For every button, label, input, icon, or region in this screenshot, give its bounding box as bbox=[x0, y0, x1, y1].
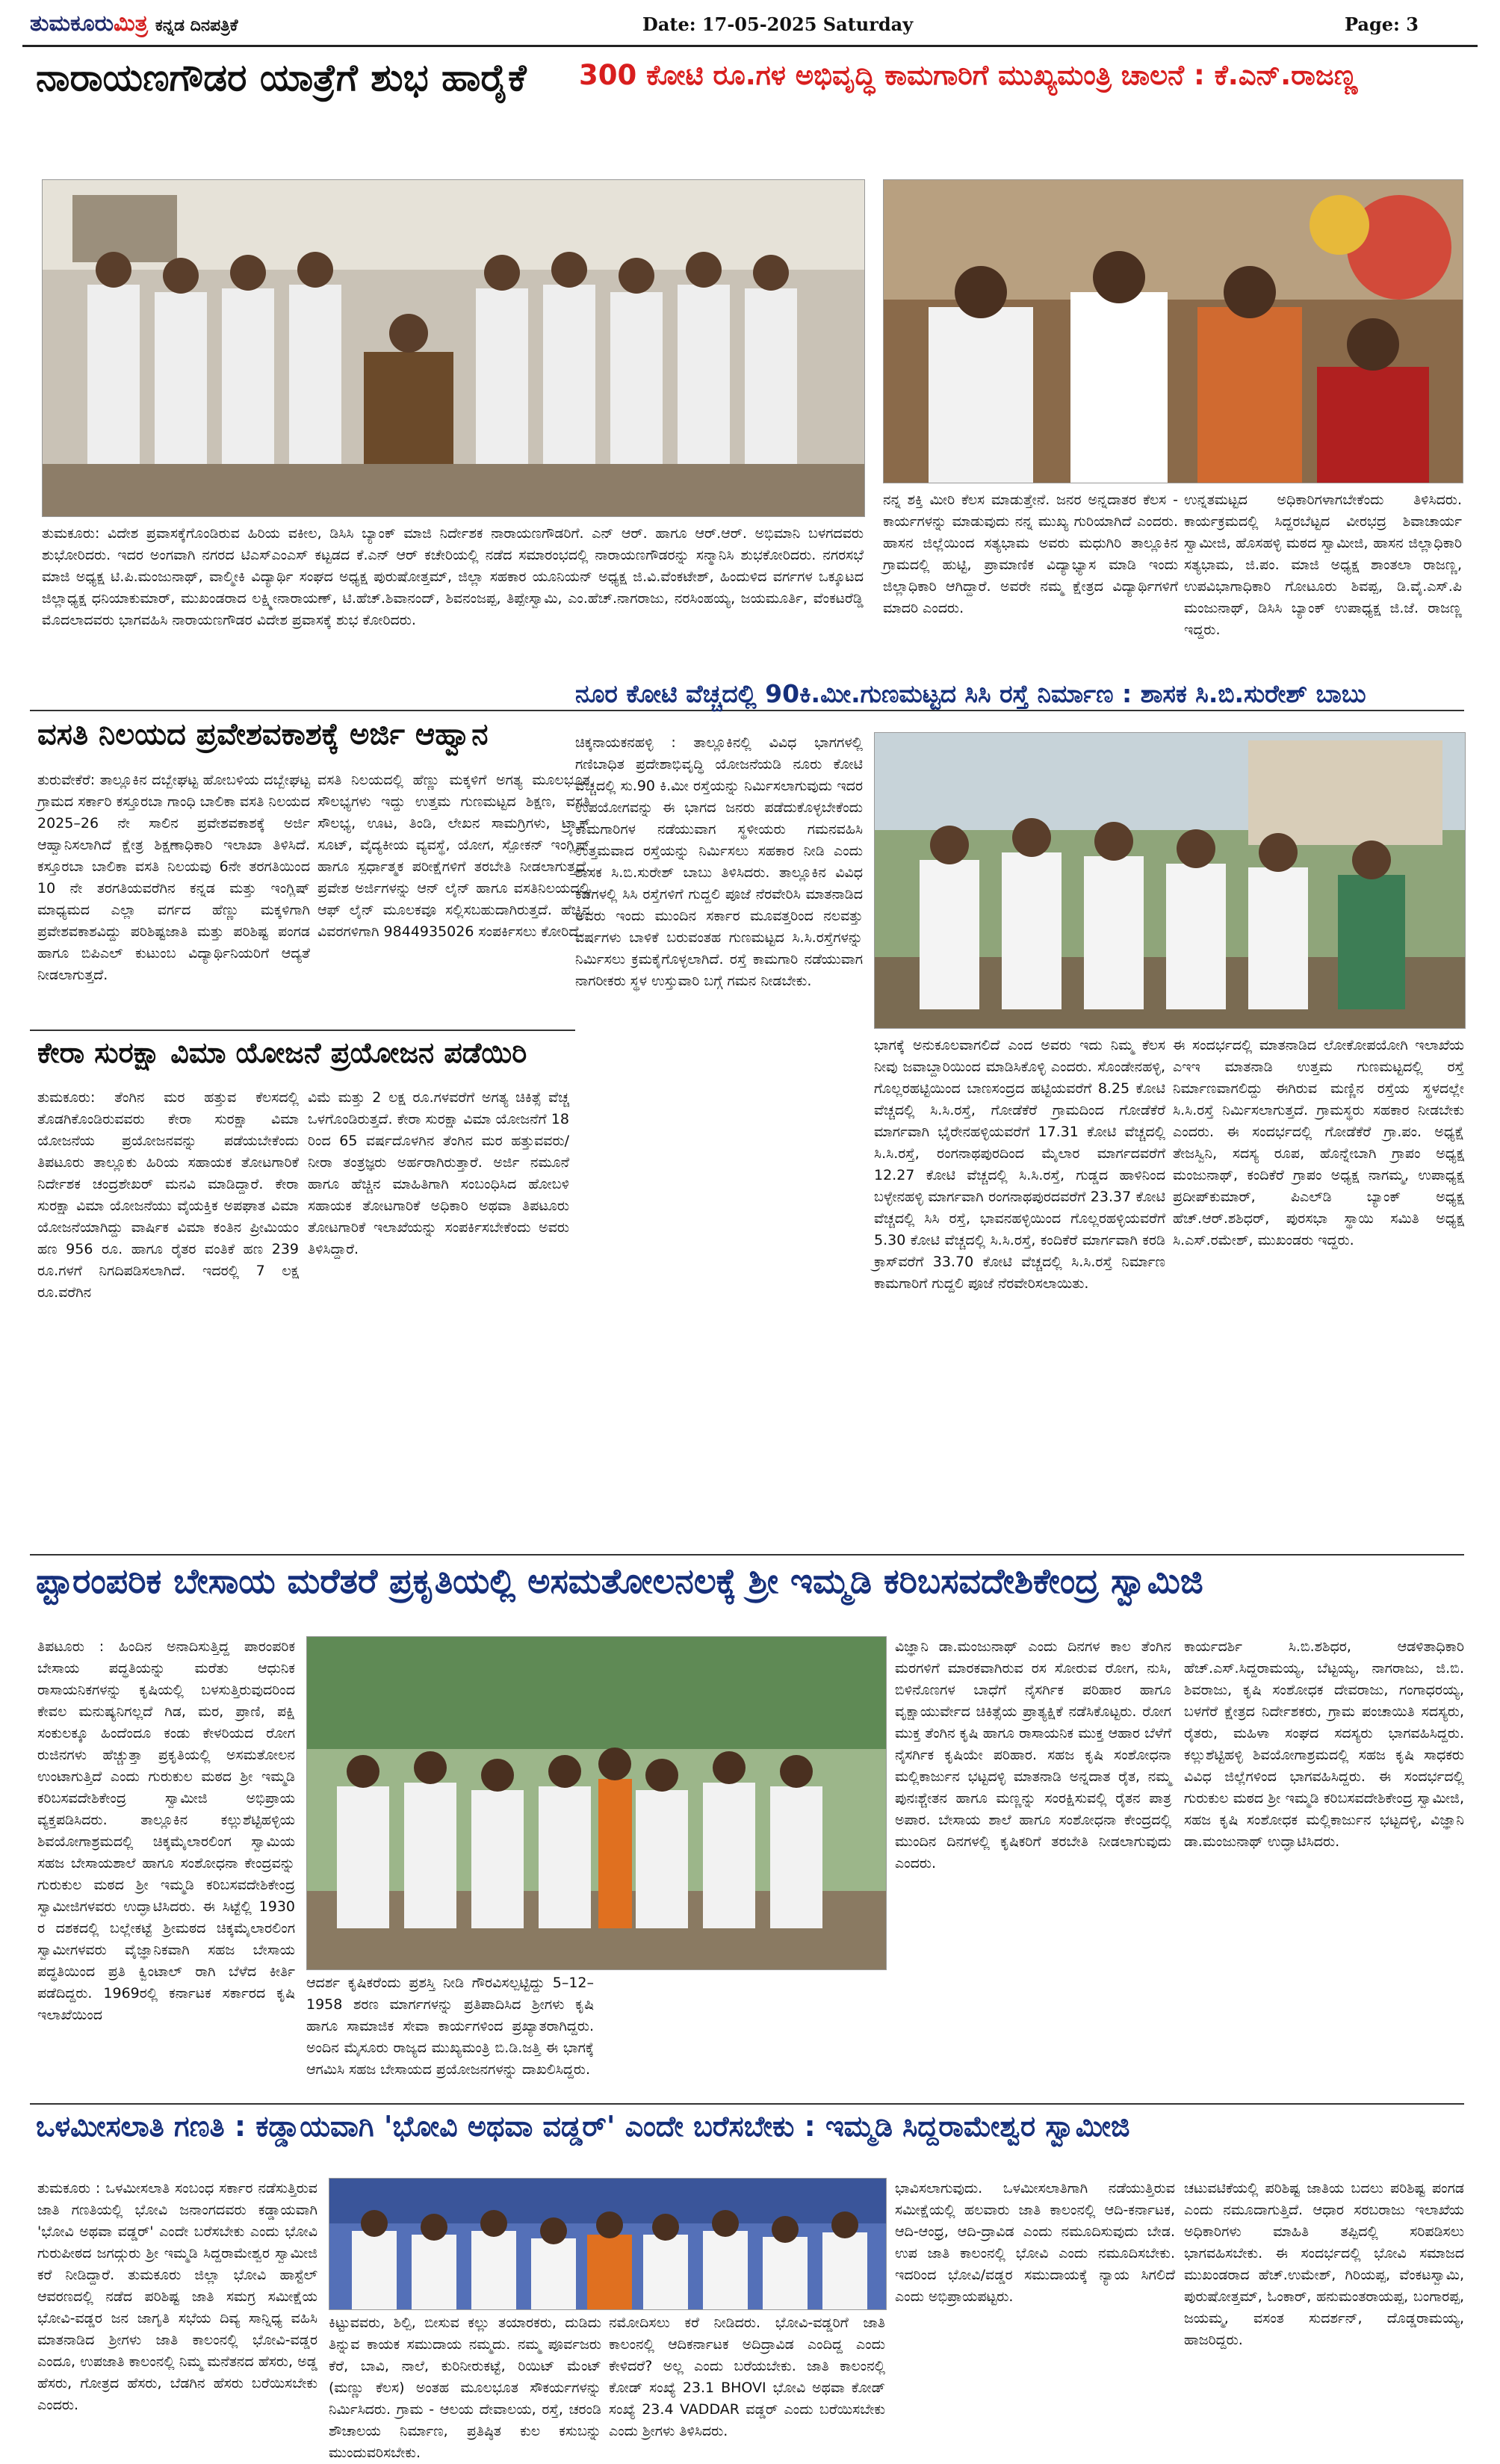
article-farming-under-photo: ಆದರ್ಶ ಕೃಷಿಕರೆಂದು ಪ್ರಶಸ್ತಿ ನೀಡಿ ಗೌರವಿಸಲ್ಪಟ್ಟಿದ್ದು 5–12–1958 ಶರಣ ಮಾರ್ಗಗಳನ್ನು ಪ್ರತಿಪಾದಿಸಿದ ಶ್ರೀಗಳು ಕೃಷಿ ಹಾಗೂ ಸಾಮಾಜಿಕ ಸೇವಾ ಕಾರ್ಯಗಳಿಂದ ಪ್ರಖ್ಯಾತರಾಗಿದ್ದರು. ಅಂದಿನ ಮೈಸೂರು ರಾಜ್ಯದ ಮುಖ್ಯಮಂತ್ರಿ ಬಿ.ಡಿ.ಜತ್ತಿ ಈ ಭಾಗಕ್ಕೆ ಆಗಮಿಸಿ ಸಹಜ ಬೇಸಾಯದ ಪ್ರಯೋಜನಗಳನ್ನು ದಾಖಲಿಸಿದ್ದರು. bbox=[306, 1975, 594, 2078]
article-kera-col1: ತುಮಕೂರು: ತೆಂಗಿನ ಮರ ಹತ್ತುವ ಕೆಲಸದಲ್ಲಿ ತೊಡಗಿಕೊಂಡಿರುವವರು ಕೇರಾ ಸುರಕ್ಷಾ ವಿಮಾ ಯೋಜನೆಯ ಪ್ರಯೋಜನವನ್ನು ಪಡೆಯಬೇಕೆಂದು ತಿಪಟೂರು ತಾಲ್ಲೂಕು ಹಿರಿಯ ಸಹಾಯಕ ತೋಟಗಾರಿಕೆ ನಿರ್ದೇಶಕ ಚಂದ್ರಶೇಖರ್ ಮನವಿ ಮಾಡಿದ್ದಾರೆ. ಕೇರಾ ಸುರಕ್ಷಾ ವಿಮಾ ಯೋಜನೆಯು ವೈಯಕ್ತಿಕ ಅಪಘಾತ ವಿಮಾ ಯೋಜನೆಯಾಗಿದ್ದು ವಾರ್ಷಿಕ ವಿಮಾ ಕಂತಿನ ಪ್ರೀಮಿಯಂ ಹಣ 956 ರೂ. ಹಾಗೂ ರೈತರ ವಂತಿಕೆ ಹಣ 239 ರೂ.ಗಳಗೆ ನಿಗದಿಪಡಿಸಲಾಗಿದೆ. ಇದರಲ್ಲಿ 7 ಲಕ್ಷ ರೂ.ವರೆಗಿನ bbox=[37, 1089, 299, 1301]
article-cc-road-col3: ಈ ಸಂದರ್ಭದಲ್ಲಿ ಮಾತನಾಡಿದ ಲೋಕೋಪಯೋಗಿ ಇಲಾಖೆಯ ಎಇಇ ಮಾತನಾಡಿ ಉತ್ತಮ ಗುಣಮಟ್ಟದಲ್ಲಿ ರಸ್ತೆ ನಿರ್ಮಾಣವಾಗಲಿದ್ದು ಈಗಿರುವ ಮಣ್ಣಿನ ರಸ್ತೆಯ ಸ್ಥಳದಲ್ಲೇ ಸಿ.ಸಿ.ರಸ್ತೆ ನಿರ್ಮಿಸಲಾಗುತ್ತದೆ. ಗ್ರಾಮಸ್ಥರು ಸಹಕಾರ ನೀಡಬೇಕು ಎಂದರು. ಈ ಸಂದರ್ಭದಲ್ಲಿ ಗೋಡೆಕೆರೆ ಗ್ರಾ.ಪಂ. ಅಧ್ಯಕ್ಷೆ ತೇಜಸ್ವಿನಿ, ಸದಸ್ಯ ರೂಪ, ಹೊನ್ನೇಬಾಗಿ ಗ್ರಾಪಂ ಅಧ್ಯಕ್ಷ ಮಂಜುನಾಥ್, ಕಂದಿಕೆರೆ ಗ್ರಾಪಂ ಅಧ್ಯಕ್ಷ ನಾಗಮ್ಮ, ಉಪಾಧ್ಯಕ್ಷ ಪ್ರದೀಪ್‌ಕುಮಾರ್, ಪಿಎಲ್‌ಡಿ ಬ್ಯಾಂಕ್ ಅಧ್ಯಕ್ಷ ಹೆಚ್.ಆರ್.ಶಶಿಧರ್, ಪುರಸಭಾ ಸ್ಥಾಯಿ ಸಮಿತಿ ಅಧ್ಯಕ್ಷ ಸಿ.ಎಸ್.ರಮೇಶ್, ಮುಖಂಡರು ಇದ್ದರು. bbox=[1173, 1037, 1464, 1248]
masthead-logo-b: ಮಿತ್ರ bbox=[114, 10, 148, 37]
headline-narayanagowda: ನಾರಾಯಣಗೌಡರ ಯಾತ್ರೆಗೆ ಶುಭ ಹಾರೈಕೆ bbox=[36, 56, 527, 99]
masthead-logo-a: ತುಮಕೂರು bbox=[30, 10, 114, 37]
article-farming-col3: ಕಾರ್ಯದರ್ಶಿ ಸಿ.ಬಿ.ಶಶಿಧರ, ಆಡಳಿತಾಧಿಕಾರಿ ಹೆಚ್.ಎಸ್.ಸಿದ್ದರಾಮಯ್ಯ, ಬೆಟ್ಟಯ್ಯ, ನಾಗರಾಜು, ಜಿ.ಬಿ. ಶಿವರಾಜು, ಕೃಷಿ ಸಂಶೋಧಕ ದೇವರಾಜು, ಗಂಗಾಧರಯ್ಯ, ಬಳಗೆರೆ ಕ್ಷೇತ್ರದ ನಿರ್ದೇಶಕರು, ಗ್ರಾಮ ಪಂಚಾಯಿತಿ ಸದಸ್ಯರು, ರೈತರು, ಮಹಿಳಾ ಸಂಘದ ಸದಸ್ಯರು ಭಾಗವಹಿಸಿದ್ದರು. ಕಲ್ಲುಶೆಟ್ಟಿಹಳ್ಳಿ ಶಿವಯೋಗಾಶ್ರಮದಲ್ಲಿ ಸಹಜ ಕೃಷಿ ಸಾಧಕರು ವಿವಿಧ ಜಿಲ್ಲೆಗಳಿಂದ ಭಾಗವಹಿಸಿದ್ದರು. ಈ ಸಂದರ್ಭದಲ್ಲಿ ಗುರುಕುಲ ಮಠದ ಶ್ರೀ ಇಮ್ಮಡಿ ಕರಿಬಸವದೇಶಿಕೇಂದ್ರ ಸ್ವಾಮೀಜಿ, ಸಹಜ ಕೃಷಿ ಸಂಶೋಧಕ ಮಲ್ಲಿಕಾರ್ಜುನ ಭಟ್ಟದಳ್ಳಿ, ವಿಜ್ಞಾನಿ ಡಾ.ಮಂಜುನಾಥ್ ಉದ್ಘಾಟಿಸಿದರು. bbox=[1184, 1638, 1464, 1850]
section-divider-2 bbox=[30, 1030, 575, 1031]
article-narayanagowda-text: ತುಮಕೂರು: ವಿದೇಶ ಪ್ರವಾಸಕ್ಕೆಗೊಂಡಿರುವ ಹಿರಿಯ ವಕೀಲ, ಡಿಸಿಸಿ ಬ್ಯಾಂಕ್ ಮಾಜಿ ನಿರ್ದೇಶಕ ನಾರಾಯಣಗೌಡರಿಗೆ. ಎನ್ ಆರ್. ಹಾಗೂ ಆರ್.ಆರ್. ಅಭಿಮಾನಿ ಬಳಗದವರು ಶುಭೋರಿದರು. ಇದರ ಅಂಗವಾಗಿ ನಗರದ ಟಿಎಸ್ಎಂಎಸ್ ಕಟ್ಟಡದ ಕೆ.ಎನ್ ಆರ್ ಕಚೇರಿಯಲ್ಲಿ ನಡೆದ ಸಮಾರಂಭದಲ್ಲಿ ನಾರಾಯಣಗೌಡರನ್ನು ಸನ್ಮಾನಿಸಿ ಶುಭಕೋರಿದರು. ನಗರಸಭೆ ಮಾಜಿ ಅಧ್ಯಕ್ಷ ಟಿ.ಪಿ.ಮಂಜುನಾಥ್, ವಾಲ್ಮೀಕಿ ವಿದ್ಯಾರ್ಥಿ ಸಂಘದ ಅಧ್ಯಕ್ಷ ಪುರುಷೋತ್ತಮ್, ಜಿಲ್ಲಾ ಸಹಕಾರ ಯೂನಿಯನ್ ಅಧ್ಯಕ್ಷ ಜಿ.ವಿ.ವೆಂಕಟೇಶ್, ಹಿಂದುಳಿದ ವರ್ಗಗಳ ಒಕ್ಕೂಟದ ಜಿಲ್ಲಾಧ್ಯಕ್ಷ ಧನಿಯಾಕುಮಾರ್, ಮುಖಂಡರಾದ ಲಕ್ಷ್ಮೀನಾರಾಯಣ್, ಟಿ.ಹೆಚ್.ಶಿವಾನಂದ್, ಶಿವನಂಜಪ್ಪ, ತಿಪ್ಪೇಸ್ವಾಮಿ, ಎಂ.ಹೆಚ್.ನಾಗರಾಜು, ನರಸಿಂಹಯ್ಯ, ಜಯಮೂರ್ತಿ, ವೆಂಕಟರೆಡ್ಡಿ ಮೊದಲಾದವರು ಭಾಗವಹಿಸಿ ನಾರಾಯಣಗೌಡರ ವಿದೇಶ ಪ್ರವಾಸಕ್ಕೆ ಶುಭ ಕೋರಿದರು. bbox=[42, 525, 864, 628]
article-bhovi-col5: ಚಟುವಟಿಕೆಯಲ್ಲಿ ಪರಿಶಿಷ್ಟ ಜಾತಿಯ ಬದಲು ಪರಿಶಿಷ್ಟ ಪಂಗಡ ಎಂದು ನಮೂದಾಗುತ್ತಿದೆ. ಆಧಾರ ಸರಬರಾಜು ಇಲಾಖೆಯ ಅಧಿಕಾರಿಗಳು ಮಾಹಿತಿ ತಪ್ಪಿದಲ್ಲಿ ಸರಿಪಡಿಸಲು ಭಾಗವಹಿಸಬೇಕು. ಈ ಸಂದರ್ಭದಲ್ಲಿ ಭೋವಿ ಸಮಾಜದ ಮುಖಂಡರಾದ ಹೆಚ್.ಉಮೇಶ್, ಗಿರಿಯಪ್ಪ, ವೆಂಕಟಸ್ವಾಮಿ, ಪುರುಷೋತ್ತಮ್, ಓಂಕಾರ್, ಹನುಮಂತರಾಯಪ್ಪ, ಬಂಗಾರಪ್ಪ, ಜಯಮ್ಮ, ವಸಂತ ಸುದರ್ಶನ್, ದೊಡ್ಡರಾಮಯ್ಯ, ಹಾಜರಿದ್ದರು. bbox=[1184, 2180, 1464, 2348]
article-bhovi-photo bbox=[329, 2178, 887, 2310]
article-hostel-col2: ವಸತಿ ನಿಲಯದಲ್ಲಿ ಹೆಣ್ಣು ಮಕ್ಕಳಿಗೆ ಅಗತ್ಯ ಮೂಲಭೂತ ಸೌಲಭ್ಯಗಳು ಇದ್ದು ಉತ್ತಮ ಗುಣಮಟ್ಟದ ಶಿಕ್ಷಣ, ವಸತಿ ಸೌಲಭ್ಯ, ಊಟ, ತಿಂಡಿ, ಲೇಖನ ಸಾಮಗ್ರಿಗಳು, ಟ್ರ್ಯಾಕ್ ಸೂಟ್, ವೈದ್ಯಕೀಯ ವ್ಯವಸ್ಥೆ, ಯೋಗ, ಸ್ಪೋಕನ್ ಇಂಗ್ಲಿಷ್ ಹಾಗೂ ಸ್ಪರ್ಧಾತ್ಮಕ ಪರೀಕ್ಷೆಗಳಿಗೆ ತರಬೇತಿ ನೀಡಲಾಗುತ್ತದೆ. ಪ್ರವೇಶ ಅರ್ಜಿಗಳನ್ನು ಆನ್ ಲೈನ್ ಹಾಗೂ ವಸತಿನಿಲಯದಲ್ಲಿ ಆಫ್ ಲೈನ್ ಮೂಲಕವೂ ಸಲ್ಲಿಸಬಹುದಾಗಿರುತ್ತದೆ. ಹೆಚ್ಚಿನ ವಿವರಗಳಿಗಾಗಿ 9844935026 ಸಂಪರ್ಕಿಸಲು ಕೋರಿದೆ. bbox=[317, 772, 590, 940]
article-bhovi-col3: ನಮೋದಿಸಲು ಕರೆ ನೀಡಿದರು. ಭೋವಿ-ವಡ್ಡರಿಗೆ ಜಾತಿ ಕಾಲಂನಲ್ಲಿ ಆದಿಕರ್ನಾಟಕ ಅದಿದ್ರಾವಿಡ ಎಂದಿದ್ದ ಎಂದು ಕೇಳಿದರೆ? ಅಲ್ಲ ಎಂದು ಬರೆಯಬೇಕು. ಜಾತಿ ಕಾಲಂನಲ್ಲಿ ಕೋಡ್ ಸಂಖ್ಯೆ 23.1 BHOVI ಭೋವಿ ಅಥವಾ ಕೋಡ್ ಸಂಖ್ಯೆ 23.4 VADDAR ವಡ್ಡರ್ ಎಂದು ಬರೆಯಿಸಬೇಕು ಎಂದು ಶ್ರೀಗಳು ತಿಳಿಸಿದರು. bbox=[609, 2315, 885, 2439]
page-number: Page: 3 bbox=[1345, 13, 1419, 35]
headline-kera-suraksha: ಕೇರಾ ಸುರಕ್ಷಾ ವಿಮಾ ಯೋಜನೆ ಪ್ರಯೋಜನ ಪಡೆಯಿರಿ bbox=[37, 1036, 527, 1069]
headline-traditional-farming: ಪ್ಟಾರಂಪರಿಕ ಬೇಸಾಯ ಮರೆತರೆ ಪ್ರಕೃತಿಯಲ್ಲಿ ಅಸಮತೋಲನಲಕ್ಕೆ ಶ್ರೀ ಇಮ್ಮಡಿ ಕರಿಬಸವದೇಶಿಕೇಂದ್ರ ಸ್ವಾಮಿಜಿ bbox=[36, 1561, 1203, 1601]
article-narayanagowda-photo bbox=[42, 179, 865, 517]
article-cc-road-col1: ಚಿಕ್ಕನಾಯಕನಹಳ್ಳಿ : ತಾಲ್ಲೂಕಿನಲ್ಲಿ ವಿವಿಧ ಭಾಗಗಳಲ್ಲಿ ಗಣಿಬಾಧಿತ ಪ್ರದೇಶಾಭಿವೃದ್ಧಿ ಯೋಜನೆಯಡಿ ನೂರು ಕೋಟಿ ವೆಚ್ಚದಲ್ಲಿ ಸು.90 ಕಿ.ಮೀ ರಸ್ತೆಯನ್ನು ನಿರ್ಮಿಸಲಾಗುವುದು ಇದರ ಉಪಯೋಗವನ್ನು ಈ ಭಾಗದ ಜನರು ಪಡೆದುಕೊಳ್ಳಬೇಕೆಂದು ಕಾಮಗಾರಿಗಳ ನಡೆಯುವಾಗ ಸ್ಥಳೀಯರು ಗಮನವಹಿಸಿ ಉತ್ತಮವಾದ ರಸ್ತೆಯನ್ನು ನಿರ್ಮಿಸಲು ಸಹಕಾರ ನೀಡಿ ಎಂದು ಶಾಸಕ ಸಿ.ಬಿ.ಸುರೇಶ್ ಬಾಬು ತಿಳಿಸಿದರು. ತಾಲ್ಲೂಕಿನ ವಿವಿಧ ಕಡೆಗಳಲ್ಲಿ ಸಿಸಿ ರಸ್ತೆಗಳಿಗೆ ಗುದ್ದಲಿ ಪೂಜೆ ನೆರವೇರಿಸಿ ಮಾತನಾಡಿದ ಅವರು ಇಂದು ಮುಂದಿನ ಸರ್ಕಾರ ಮೂವತ್ತರಿಂದ ನಲವತ್ತು ವರ್ಷಗಳು ಬಾಳಿಕೆ ಬರುವಂತಹ ಗುಣಮಟ್ಟದ ಸಿ.ಸಿ.ರಸ್ತೆಗಳನ್ನು ನಿರ್ಮಿಸಲು ಕ್ರಮಕೈಗೊಳ್ಳಲಾಗಿದೆ. ರಸ್ತೆ ಕಾಮಗಾರಿ ನಡೆಯುವಾಗ ನಾಗರೀಕರು ಸ್ಥಳ ಉಸ್ತುವಾರಿ ಬಗ್ಗೆ ಗಮನ ನೀಡಬೇಕು. bbox=[575, 734, 863, 989]
article-farming-col2-continued bbox=[598, 1972, 885, 2099]
issue-date: Date: 17-05-2025 Saturday bbox=[642, 13, 914, 35]
headline-bhovi-census: ಒಳಮೀಸಲಾತಿ ಗಣತಿ : ಕಡ್ಡಾಯವಾಗಿ 'ಭೋವಿ ಅಥವಾ ವಡ್ಡರ್' ಎಂದೇ ಬರೆಸಬೇಕು : ಇಮ್ಮಡಿ ಸಿದ್ದರಾಮೇಶ್ವರ ಸ್ವಾಮೀಜಿ bbox=[36, 2110, 1130, 2143]
masthead-rule bbox=[22, 45, 1478, 47]
article-bhovi-col1: ತುಮಕೂರು : ಒಳಮೀಸಲಾತಿ ಸಂಬಂಧ ಸರ್ಕಾರ ನಡೆಸುತ್ತಿರುವ ಜಾತಿ ಗಣತಿಯಲ್ಲಿ ಭೋವಿ ಜನಾಂಗದವರು ಕಡ್ಡಾಯವಾಗಿ 'ಭೋವಿ ಅಥವಾ ವಡ್ಡರ್' ಎಂದೇ ಬರೆಸಬೇಕು ಎಂದು ಭೋವಿ ಗುರುಪೀಠದ ಜಗದ್ಗುರು ಶ್ರೀ ಇಮ್ಮಡಿ ಸಿದ್ದರಾಮೇಶ್ವರ ಸ್ವಾಮೀಜಿ ಕರೆ ನೀಡಿದ್ದಾರೆ. ತುಮಕೂರು ಜಿಲ್ಲಾ ಭೋವಿ ಹಾಸ್ಟೆಲ್ ಆವರಣದಲ್ಲಿ ನಡೆದ ಪರಿಶಿಷ್ಟ ಜಾತಿ ಸಮಗ್ರ ಸಮೀಕ್ಷೆಯ ಭೋವಿ-ವಡ್ಡರ ಜನ ಜಾಗೃತಿ ಸಭೆಯ ದಿವ್ಯ ಸಾನ್ನಿಧ್ಯ ವಹಿಸಿ ಮಾತನಾಡಿದ ಶ್ರೀಗಳು ಜಾತಿ ಕಾಲಂನಲ್ಲಿ ಭೋವಿ-ವಡ್ಡರ ಎಂದೂ, ಉಪಜಾತಿ ಕಾಲಂನಲ್ಲಿ ನಿಮ್ಮ ಮನೆತನದ ಹೆಸರು, ಅಡ್ಡ ಹೆಸರು, ಗೋತ್ರದ ಹೆಸರು, ಬೆಡಗಿನ ಹೆಸರು ಬರೆಯಿಸಬೇಕು ಎಂದರು. bbox=[37, 2180, 317, 2413]
article-kera-col2: ವಿಮೆ ಮತ್ತು 2 ಲಕ್ಷ ರೂ.ಗಳವರೆಗೆ ಅಗತ್ಯ ಚಿಕಿತ್ಸೆ ವೆಚ್ಚ ಒಳಗೊಂಡಿರುತ್ತದೆ. ಕೇರಾ ಸುರಕ್ಷಾ ವಿಮಾ ಯೋಜನೆಗೆ 18 ರಿಂದ 65 ವರ್ಷದೊಳಗಿನ ತೆಂಗಿನ ಮರ ಹತ್ತುವವರು/ ನೀರಾ ತಂತ್ರಜ್ಞರು ಅರ್ಹರಾಗಿರುತ್ತಾರೆ. ಅರ್ಜಿ ನಮೂನೆ ಹಾಗೂ ಹೆಚ್ಚಿನ ಮಾಹಿತಿಗಾಗಿ ಸಂಬಂಧಿಸಿದ ಹೋಬಳಿ ಸಹಾಯಕ ತೋಟಗಾರಿಕೆ ಅಧಿಕಾರಿ ಅಥವಾ ತಿಪಟೂರು ತೋಟಗಾರಿಕೆ ಇಲಾಖೆಯನ್ನು ಸಂಪರ್ಕಿಸಬೇಕೆಂದು ಅವರು ತಿಳಿಸಿದ್ದಾರೆ. bbox=[308, 1089, 569, 1257]
section-divider-3 bbox=[30, 1554, 1464, 1556]
section-divider-4 bbox=[30, 2103, 1464, 2105]
headline-rajanna: 300 ಕೋಟಿ ರೂ.ಗಳ ಅಭಿವೃದ್ಧಿ ಕಾಮಗಾರಿಗೆ ಮುಖ್ಯಮಂತ್ರಿ ಚಾಲನೆ : ಕೆ.ಎನ್.ರಾಜಣ್ಣ bbox=[579, 59, 1358, 91]
article-farming-photo bbox=[306, 1636, 887, 1970]
article-rajanna-photo bbox=[883, 179, 1463, 483]
article-bhovi-col2: ಕಿಟ್ಟುವವರು, ಶಿಲ್ಪಿ, ಬೀಸುವ ಕಲ್ಲು ತಯಾರಕರು, ದುಡಿದು ತಿನ್ನುವ ಕಾಯಕ ಸಮುದಾಯ ನಮ್ಮದು. ನಮ್ಮ ಪೂರ್ವಜರು ಕೆರೆ, ಬಾವಿ, ನಾಲೆ, ಕುರಿನೀರುಕಟ್ಟೆ, ರಿಯಿಟ್ ಮೆಂಟ್ (ಮಣ್ಣು ಕೆಲಸ) ಅಂತಹ ಮೂಲಭೂತ ಸೌಕರ್ಯಗಳನ್ನು ನಿರ್ಮಿಸಿದರು. ಗ್ರಾಮ - ಆಲಯ ದೇವಾಲಯ, ರಸ್ತೆ, ಚರಂಡಿ ಶೌಚಾಲಯ ನಿರ್ಮಾಣ, ಪ್ರತಿಷ್ಠಿತ ಕುಲ ಕಸುಬನ್ನು ಮುಂದುವರಿಸಬೇಕು. bbox=[329, 2315, 601, 2461]
article-cc-road-col2: ಭಾಗಕ್ಕೆ ಅನುಕೂಲವಾಗಲಿದೆ ಎಂದ ಅವರು ಇದು ನಿಮ್ಮ ಕೆಲಸ ನೀವು ಜವಾಬ್ದಾರಿಯಿಂದ ಮಾಡಿಸಿಕೊಳ್ಳಿ ಎಂದರು. ಸೊಂಡೇನಹಳ್ಳಿ, ಗೊಲ್ಲರಹಟ್ಟಿಯಿಂದ ಬಾಣಸಂದ್ರದ ಹಟ್ಟಿಯವರೆಗೆ 8.25 ಕೋಟಿ ವೆಚ್ಚದಲ್ಲಿ ಸಿ.ಸಿ.ರಸ್ತೆ, ಗೋಡೆಕೆರೆ ಗ್ರಾಮದಿಂದ ಗೋಡೆಕೆರೆ ಮಾರ್ಗವಾಗಿ ಭೈರೇನಹಳ್ಳಿಯವರೆಗೆ 17.31 ಕೋಟಿ ವೆಚ್ಚದಲ್ಲಿ ಸಿ.ಸಿ.ರಸ್ತೆ, ರಂಗನಾಥಪುರದಿಂದ ಮೈಲಾರ ಮಾರ್ಗದವರೆಗೆ 12.27 ಕೋಟಿ ವೆಚ್ಚದಲ್ಲಿ ಸಿ.ಸಿ.ರಸ್ತೆ, ಗುಡ್ಡದ ಹಾಳಿನಿಂದ ಬಳ್ಳೇನಹಳ್ಳಿ ಮಾರ್ಗವಾಗಿ ರಂಗನಾಥಪುರದವರೆಗೆ 23.37 ಕೋಟಿ ವೆಚ್ಚದಲ್ಲಿ ಸಿಸಿ ರಸ್ತೆ, ಭಾವನಹಳ್ಳಿಯಿಂದ ಗೊಲ್ಲರಹಳ್ಳಿಯವರೆಗೆ 5.30 ಕೋಟಿ ವೆಚ್ಚದಲ್ಲಿ ಸಿ.ಸಿ.ರಸ್ತೆ, ಕಂದಿಕೆರೆ ಮಾರ್ಗವಾಗಿ ಕರಡಿ ಕ್ರಾಸ್‌ವರೆಗೆ 33.70 ಕೋಟಿ ವೆಚ್ಚದಲ್ಲಿ ಸಿ.ಸಿ.ರಸ್ತೆ ನಿರ್ಮಾಣ ಕಾಮಗಾರಿಗೆ ಗುದ್ದಲಿ ಪೂಜೆ ನೆರವೇರಿಸಲಾಯಿತು. bbox=[874, 1037, 1165, 1292]
masthead-tagline: ಕನ್ನಡ ದಿನಪತ್ರಿಕೆ bbox=[155, 16, 238, 35]
article-rajanna-col3: ಉನ್ನತಮಟ್ಟದ ಅಧಿಕಾರಿಗಳಾಗಬೇಕೆಂದು ತಿಳಿಸಿದರು. ಕಾರ್ಯಕ್ರಮದಲ್ಲಿ ಸಿದ್ದರಬೆಟ್ಟದ ವೀರಭದ್ರ ಶಿವಾಚಾರ್ಯ ಸ್ವಾಮೀಜಿ, ಹೊಸಹಳ್ಳಿ ಮಠದ ಸ್ವಾಮೀಜಿ, ಹಾಸನ ಜಿಲ್ಲಾಧಿಕಾರಿ ಸತ್ಯಭಾಮ, ಜಿ.ಪಂ. ಮಾಜಿ ಅಧ್ಯಕ್ಷ ಶಾಂತಲಾ ರಾಜಣ್ಣ, ಉಪವಿಭಾಗಾಧಿಕಾರಿ ಗೋಟೂರು ಶಿವಪ್ಪ, ಡಿ.ವೈ.ಎಸ್.ಪಿ ಮಂಜುನಾಥ್, ಡಿಸಿಸಿ ಬ್ಯಾಂಕ್ ಉಪಾಧ್ಯಕ್ಷ ಜಿ.ಜೆ. ರಾಜಣ್ಣ ಇದ್ದರು. bbox=[1184, 492, 1462, 638]
article-hostel-col1: ತುರುವೇಕೆರೆ: ತಾಲ್ಲೂಕಿನ ದಬ್ಬೇಘಟ್ಟ ಹೋಬಳಿಯ ದಬ್ಬೇಘಟ್ಟ ಗ್ರಾಮದ ಸರ್ಕಾರಿ ಕಸ್ತೂರಬಾ ಗಾಂಧಿ ಬಾಲಿಕಾ ವಸತಿ ನಿಲಯದ 2025–26 ನೇ ಸಾಲಿನ ಪ್ರವೇಶವಕಾಶಕ್ಕೆ ಅರ್ಜಿ ಆಹ್ವಾನಿಸಲಾಗಿದೆ ಕ್ಷೇತ್ರ ಶಿಕ್ಷಣಾಧಿಕಾರಿ ಇಲಾಖಾ ತಿಳಿಸಿದೆ. ಕಸ್ತೂರಬಾ ಬಾಲಿಕಾ ವಸತಿ ನಿಲಯವು 6ನೇ ತರಗತಿಯಿಂದ 10 ನೇ ತರಗತಿಯವರೆಗಿನ ಕನ್ನಡ ಮತ್ತು ಇಂಗ್ಲಿಷ್ ಮಾಧ್ಯಮದ ಎಲ್ಲಾ ವರ್ಗದ ಹೆಣ್ಣು ಮಕ್ಕಳಿಗಾಗಿ ಪ್ರವೇಶವಕಾಶವಿದ್ದು ಪರಿಶಿಷ್ಟಜಾತಿ ಮತ್ತು ಪರಿಶಿಷ್ಟ ಪಂಗಡ ಹಾಗೂ ಬಿಪಿಎಲ್ ಕುಟುಂಬ ವಿದ್ಯಾರ್ಥಿನಿಯರಿಗೆ ಆದ್ಯತೆ ನೀಡಲಾಗುತ್ತದೆ. bbox=[37, 772, 310, 983]
headline-hostel: ವಸತಿ ನಿಲಯದ ಪ್ರವೇಶವಕಾಶಕ್ಕೆ ಅರ್ಜಿ ಆಹ್ವಾನ bbox=[37, 717, 489, 752]
article-cc-road-photo bbox=[874, 732, 1466, 1029]
masthead-logo bbox=[30, 10, 238, 37]
article-rajanna-col2: ನನ್ನ ಶಕ್ತಿ ಮೀರಿ ಕೆಲಸ ಮಾಡುತ್ತೇನೆ. ಜನರ ಅನ್ನದಾತರ ಕೆಲಸ - ಕಾರ್ಯಗಳನ್ನು ಮಾಡುವುದು ನನ್ನ ಮುಖ್ಯ ಗುರಿಯಾಗಿದೆ ಎಂದರು. ಹಾಸನ ಜಿಲ್ಲೆಯಿಂದ ಸತ್ಯಭಾಮ ಅವರು ಮಧುಗಿರಿ ತಾಲ್ಲೂಕಿನ ಗ್ರಾಮದಲ್ಲಿ ಹುಟ್ಟಿ, ಪ್ರಾಮಾಣಿಕ ವಿದ್ಯಾಭ್ಯಾಸ ಮಾಡಿ ಇಂದು ಜಿಲ್ಲಾಧಿಕಾರಿ ಆಗಿದ್ದಾರೆ. ಅವರೇ ನಮ್ಮ ಕ್ಷೇತ್ರದ ವಿದ್ಯಾರ್ಥಿಗಳಿಗೆ ಮಾದರಿ ಎಂದರು. bbox=[883, 492, 1178, 616]
article-bhovi-col4: ಭಾವಿಸಲಾಗುವುದು. ಒಳಮೀಸಲಾತಿಗಾಗಿ ನಡೆಯುತ್ತಿರುವ ಸಮೀಕ್ಷೆಯಲ್ಲಿ ಹಲವಾರು ಜಾತಿ ಕಾಲಂನಲ್ಲಿ ಆದಿ-ಕರ್ನಾಟಕ, ಆದಿ-ಆಂಧ್ರ, ಆದಿ-ದ್ರಾವಿಡ ಎಂದು ನಮೂದಿಸುವುದು ಬೇಡ. ಉಪ ಜಾತಿ ಕಾಲಂನಲ್ಲಿ ಭೋವಿ ಎಂದು ನಮೂದಿಸಬೇಕು. ಇದರಿಂದ ಭೋವಿ/ವಡ್ಡರ ಸಮುದಾಯಕ್ಕೆ ನ್ಯಾಯ ಸಿಗಲಿದೆ ಎಂದು ಅಭಿಪ್ರಾಯಪಟ್ಟರು. bbox=[895, 2180, 1175, 2305]
article-farming-col2: ವಿಜ್ಞಾನಿ ಡಾ.ಮಂಜುನಾಥ್ ಎಂದು ದಿನಗಳ ಕಾಲ ತೆಂಗಿನ ಮರಗಳಿಗೆ ಮಾರಕವಾಗಿರುವ ರಸ ಸೋರುವ ರೋಗ, ನುಸಿ, ಬಿಳಿನೊಣಗಳ ಬಾಧೆಗೆ ನೈಸರ್ಗಿಕ ಪರಿಹಾರ ಹಾಗೂ ವೃಕ್ಷಾಯುರ್ವೇದ ಚಿಕಿತ್ಸೆಯ ಪ್ರಾತ್ಯಕ್ಷಿಕೆ ನಡೆಸಿಕೊಟ್ಟರು. ರೋಗ ಮುಕ್ತ ತೆಂಗಿನ ಕೃಷಿ ಹಾಗೂ ರಾಸಾಯನಿಕ ಮುಕ್ತ ಆಹಾರ ಬೆಳೆಗೆ ನೈಸರ್ಗಿಕ ಕೃಷಿಯೇ ಪರಿಹಾರ. ಸಹಜ ಕೃಷಿ ಸಂಶೋಧನಾ ಮಲ್ಲಿಕಾರ್ಜುನ ಭಟ್ಟದಳ್ಳಿ ಮಾತನಾಡಿ ಅನ್ನದಾತ ರೈತ, ನಮ್ಮ ಪುನಃಶ್ಚೇತನ ಹಾಗೂ ಮಣ್ಣನ್ನು ಸಂರಕ್ಷಿಸುವಲ್ಲಿ ರೈತನ ಪಾತ್ರ ಅಪಾರ. ಬೇಸಾಯ ಶಾಲೆ ಹಾಗೂ ಸಂಶೋಧನಾ ಕೇಂದ್ರದಲ್ಲಿ ಮುಂದಿನ ದಿನಗಳಲ್ಲಿ ಕೃಷಿಕರಿಗೆ ತರಬೇತಿ ನೀಡಲಾಗುವುದು ಎಂದರು. bbox=[895, 1638, 1171, 1872]
headline-cc-road: ನೂರ ಕೋಟಿ ವೆಚ್ಚದಲ್ಲಿ 90ಕಿ.ಮೀ.ಗುಣಮಟ್ಟದ ಸಿಸಿ ರಸ್ತೆ ನಿರ್ಮಾಣ : ಶಾಸಕ ಸಿ.ಬಿ.ಸುರೇಶ್ ಬಾಬು bbox=[575, 679, 1366, 708]
article-farming-col1: ತಿಪಟೂರು : ಹಿಂದಿನ ಅನಾದಿಸುತ್ತಿದ್ದ ಪಾರಂಪರಿಕ ಬೇಸಾಯ ಪದ್ಧತಿಯನ್ನು ಮರೆತು ಆಧುನಿಕ ರಾಸಾಯನಿಕಗಳನ್ನು ಕೃಷಿಯಲ್ಲಿ ಬಳಸುತ್ತಿರುವುದರಿಂದ ಕೇವಲ ಮನುಷ್ಯನಿಗಲ್ಲದೆ ಗಿಡ, ಮರ, ಪ್ರಾಣಿ, ಪಕ್ಷಿ ಸಂಕುಲಕ್ಕೂ ಹಿಂದೆಂದೂ ಕಂಡು ಕೇಳರಿಯದ ರೋಗ ರುಜಿನಗಳು ಹೆಚ್ಚುತ್ತಾ ಪ್ರಕೃತಿಯಲ್ಲಿ ಅಸಮತೋಲನ ಉಂಟಾಗುತ್ತಿದೆ ಎಂದು ಗುರುಕುಲ ಮಠದ ಶ್ರೀ ಇಮ್ಮಡಿ ಕರಿಬಸವದೇಶಿಕೇಂದ್ರ ಸ್ವಾಮೀಜಿ ಅಭಿಪ್ರಾಯ ವ್ಯಕ್ತಪಡಿಸಿದರು. ತಾಲ್ಲೂಕಿನ ಕಲ್ಲುಶೆಟ್ಟಿಹಳ್ಳಿಯ ಶಿವಯೋಗಾಶ್ರಮದಲ್ಲಿ ಚಿಕ್ಕಮೈಲಾರಲಿಂಗ ಸ್ವಾಮಿಯ ಸಹಜ ಬೇಸಾಯಶಾಲೆ ಹಾಗೂ ಸಂಶೋಧನಾ ಕೇಂದ್ರವನ್ನು ಗುರುಕುಲ ಮಠದ ಶ್ರೀ ಇಮ್ಮಡಿ ಕರಿಬಸವದೇಶಿಕೇಂದ್ರ ಸ್ವಾಮೀಜಿಗಳವರು ಉದ್ಘಾಟಿಸಿದರು. ಈ ಸಿಟ್ಟೆಲ್ಲಿ 1930 ರ ದಶಕದಲ್ಲಿ ಬಲ್ಲೇಕಟ್ಟೆ ಶ್ರೀಮಠದ ಚಿಕ್ಕಮೈಲಾರಲಿಂಗ ಸ್ವಾಮೀಗಳವರು ವೈಜ್ಞಾನಿಕವಾಗಿ ಸಹಜ ಬೇಸಾಯ ಪದ್ಧತಿಯಿಂದ ಪ್ರತಿ ಕ್ವಿಂಟಾಲ್ ರಾಗಿ ಬೆಳೆದ ಕೀರ್ತಿ ಪಡೆದಿದ್ದರು. 1969ರಲ್ಲಿ ಕರ್ನಾಟಕ ಸರ್ಕಾರದ ಕೃಷಿ ಇಲಾಖೆಯಿಂದ bbox=[37, 1638, 295, 2023]
